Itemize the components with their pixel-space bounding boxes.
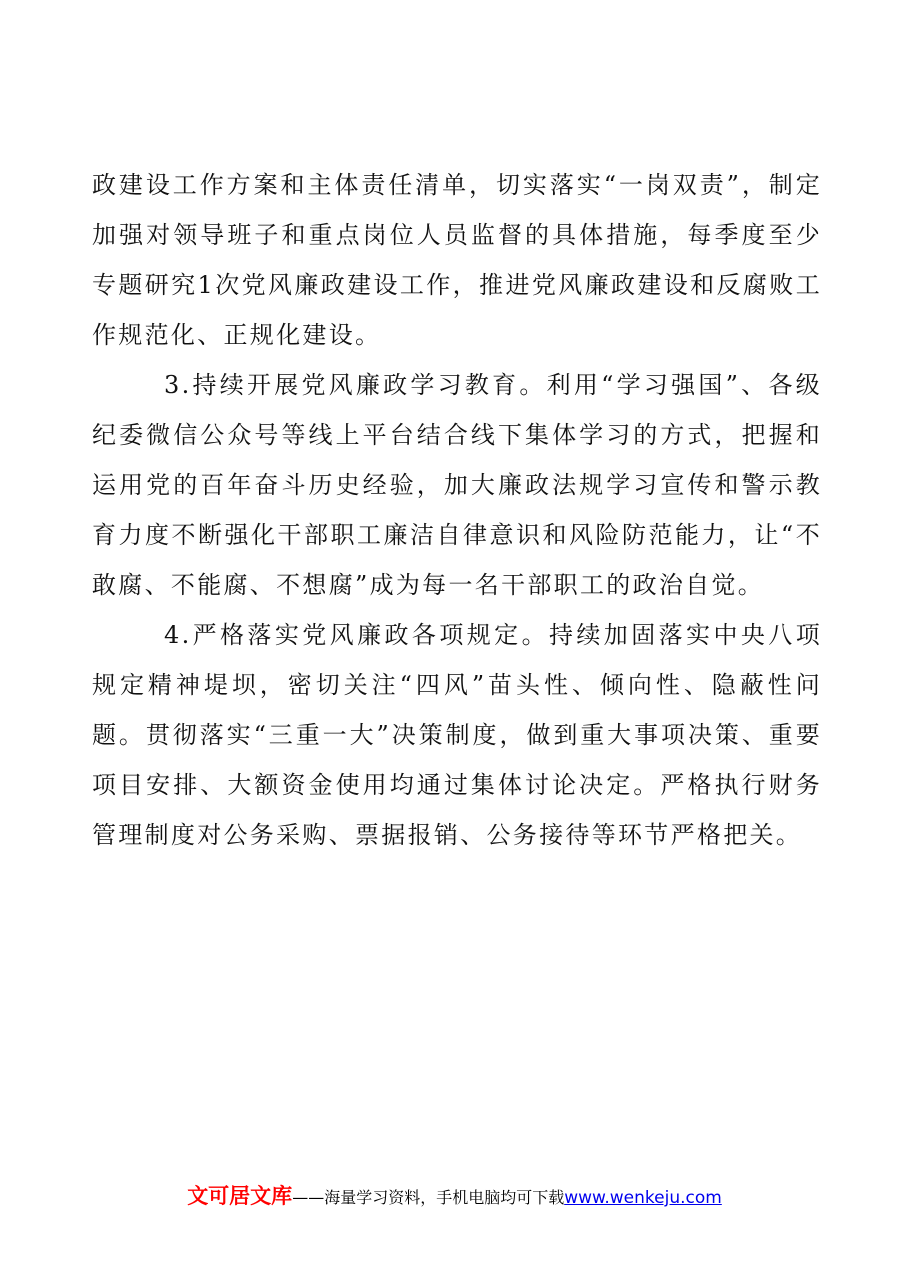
paragraph-item-3: 3.持续开展党风廉政学习教育。利用“学习强国”、各级纪委微信公众号等线上平台结合线下集体学习的方式，把握和运用党的百年奋斗历史经验，加大廉政法规学习宣传和警示教育力度不断强化干部职工廉洁自律意识和风险防范能力，让“不敢腐、不能腐、不想腐”成为每一名干部职工的政治自觉。 bbox=[92, 371, 822, 599]
document-body bbox=[92, 160, 822, 860]
footer-banner bbox=[0, 1180, 909, 1210]
paragraph-continued: 政建设工作方案和主体责任清单，切实落实“一岗双责”，制定加强对领导班子和重点岗位人员监督的具体措施，每季度至少专题研究1次党风廉政建设工作，推进党风廉政建设和反腐败工作规范化、正规化建设。 bbox=[92, 171, 822, 349]
footer-brand: 文可居文库 bbox=[187, 1184, 293, 1208]
footer-website-link[interactable]: www.wenkeju.com bbox=[564, 1188, 722, 1208]
paragraph-item-4: 4.严格落实党风廉政各项规定。持续加固落实中央八项规定精神堤坝，密切关注“四风”苗头性、倾向性、隐蔽性问题。贯彻落实“三重一大”决策制度，做到重大事项决策、重要项目安排、大额资金使用均通过集体讨论决定。严格执行财务管理制度对公务采购、票据报销、公务接待等环节严格把关。 bbox=[92, 621, 822, 849]
footer-slogan: ——海量学习资料，手机电脑均可下载 bbox=[292, 1188, 565, 1207]
